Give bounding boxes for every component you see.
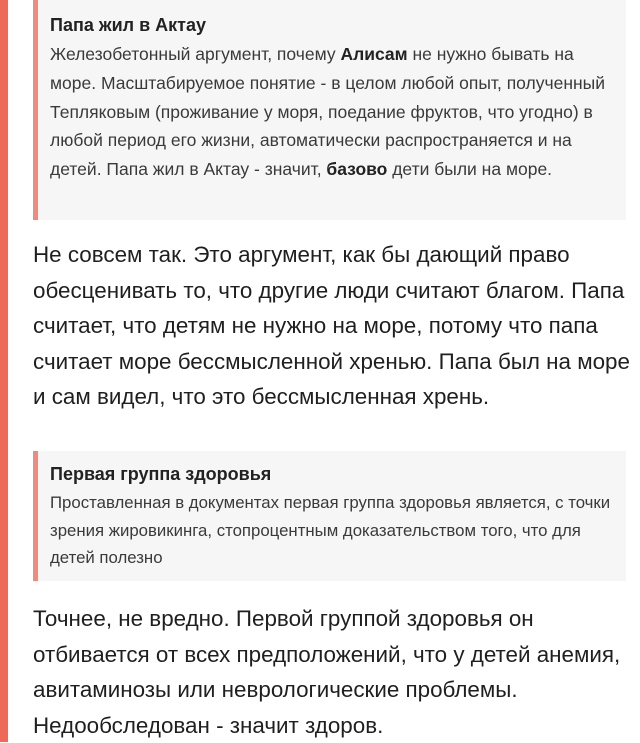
quote-title: Папа жил в Актау <box>50 15 207 35</box>
comment-paragraph: Точнее, не вредно. Первой группой здоровья он отбивается от всех предположений, что у детей анемия, авитаминозы или неврологические проблемы. Недообследован - значит здоров. <box>33 606 621 738</box>
blockquote-papa-aktau <box>33 0 626 220</box>
comment-paragraph: Не совсем так. Это аргумент, как бы дающий право обесценивать то, что другие люди считают благом. Папа считает, что детям не нужно на море, потому что папа считает море бессмысленной хренью. Папа был на море и сам видел, что это бессмысленная хрень. <box>33 242 630 410</box>
quote-text: Проставленная в документах первая группа здоровья является, с точки зрения жировикинга, стопроцентным доказательством того, что для детей полезно <box>50 493 611 567</box>
quote-text <box>50 40 612 184</box>
quote-text-part: дети были на море. <box>387 159 553 180</box>
quote-text-part: не нужно бывать на море. Масштабируемое понятие - в целом любой опыт, полученный Тепляковым (проживание у моря, поедание фруктов, что угодно) в любой период его жизни, автоматически распространяется и на детей. Папа жил в Актау - значит, <box>50 44 606 180</box>
quote-bold-name: Алисам <box>340 44 408 64</box>
blockquote-health-group <box>33 451 626 581</box>
quote-text-part: Железобетонный аргумент, почему <box>50 44 341 64</box>
quote-title: Первая группа здоровья <box>50 464 272 484</box>
quote-bold-word: базово <box>326 159 388 180</box>
